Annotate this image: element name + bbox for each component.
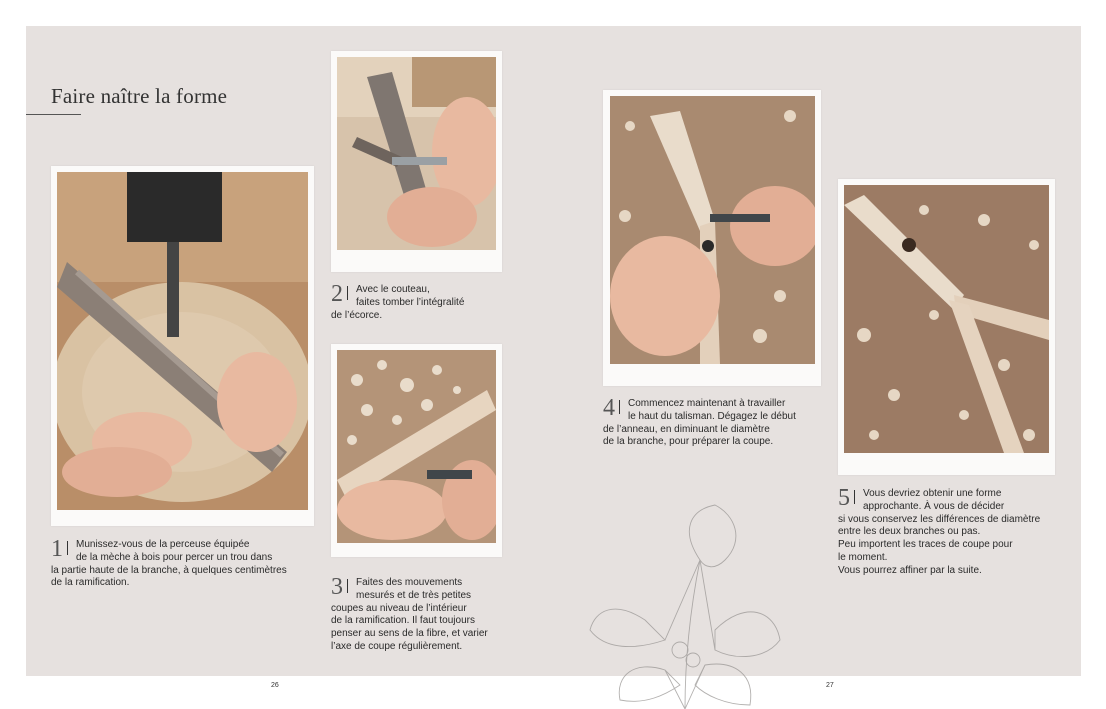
step-3-divider <box>347 579 348 593</box>
step-3 <box>331 574 511 654</box>
step-1-number: 1 <box>51 536 63 562</box>
step-5-line-5: Peu importent les traces de coupe pour <box>838 539 1013 551</box>
step-2-line-3: de l’écorce. <box>331 309 383 321</box>
photo-frame-4 <box>603 90 821 386</box>
step-4-line-3: de l’anneau, en diminuant le diamètre <box>603 423 770 435</box>
page-number-left: 26 <box>271 682 279 689</box>
step-2 <box>331 281 511 322</box>
step-3-number: 3 <box>331 574 343 600</box>
title-rule <box>26 114 81 115</box>
photo-rough-form <box>844 185 1049 453</box>
photo-bark-removal <box>337 57 496 250</box>
step-2-number: 2 <box>331 281 343 307</box>
step-3-line-5: penser au sens de la fibre, et varier <box>331 628 488 640</box>
page-title: Faire naître la forme <box>51 84 228 108</box>
step-5 <box>838 485 1068 578</box>
photo-frame-3 <box>331 344 502 557</box>
step-1-line-4: de la ramification. <box>51 577 130 589</box>
step-5-line-4: entre les deux branches ou pas. <box>838 526 981 538</box>
oak-leaf-illustration <box>585 500 785 709</box>
step-5-line-2: approchante. À vous de décider <box>863 500 1005 512</box>
step-3-line-1: Faites des mouvements <box>356 577 463 588</box>
step-1-divider <box>67 541 68 555</box>
step-5-line-7: Vous pourrez affiner par la suite. <box>838 564 982 576</box>
step-5-line-1: Vous devriez obtenir une forme <box>863 488 1002 499</box>
step-4-line-4: de la branche, pour préparer la coupe. <box>603 436 774 448</box>
step-4-line-2: le haut du talisman. Dégagez le début <box>628 410 796 422</box>
step-5-line-3: si vous conservez les différences de diamètre <box>838 513 1041 525</box>
photo-frame-1 <box>51 166 314 526</box>
step-4 <box>603 395 833 449</box>
step-5-number: 5 <box>838 485 850 511</box>
step-4-divider <box>619 400 620 414</box>
step-2-divider <box>347 286 348 300</box>
photo-drilling <box>57 172 308 510</box>
step-2-line-1: Avec le couteau, <box>356 284 430 295</box>
step-1-line-1: Munissez-vous de la perceuse équipée <box>76 539 250 550</box>
step-4-line-1: Commencez maintenant à travailler <box>628 398 786 409</box>
photo-frame-2 <box>331 51 502 272</box>
step-2-line-2: faites tomber l’intégralité <box>356 296 465 308</box>
step-5-line-6: le moment. <box>838 551 888 563</box>
photo-talisman-top <box>610 96 815 364</box>
step-3-line-4: de la ramification. Il faut toujours <box>331 615 475 627</box>
step-3-line-2: mesurés et de très petites <box>356 589 472 601</box>
step-5-divider <box>854 490 855 504</box>
photo-small-cuts <box>337 350 496 543</box>
step-1 <box>51 536 321 590</box>
step-4-number: 4 <box>603 395 615 421</box>
step-3-line-6: l’axe de coupe régulièrement. <box>331 640 463 652</box>
step-3-line-3: coupes au niveau de l’intérieur <box>331 602 467 614</box>
photo-frame-5 <box>838 179 1055 475</box>
step-1-line-2: de la mèche à bois pour percer un trou dans <box>76 551 273 563</box>
step-1-line-3: la partie haute de la branche, à quelques centimètres <box>51 564 287 576</box>
page-number-right: 27 <box>826 682 834 689</box>
